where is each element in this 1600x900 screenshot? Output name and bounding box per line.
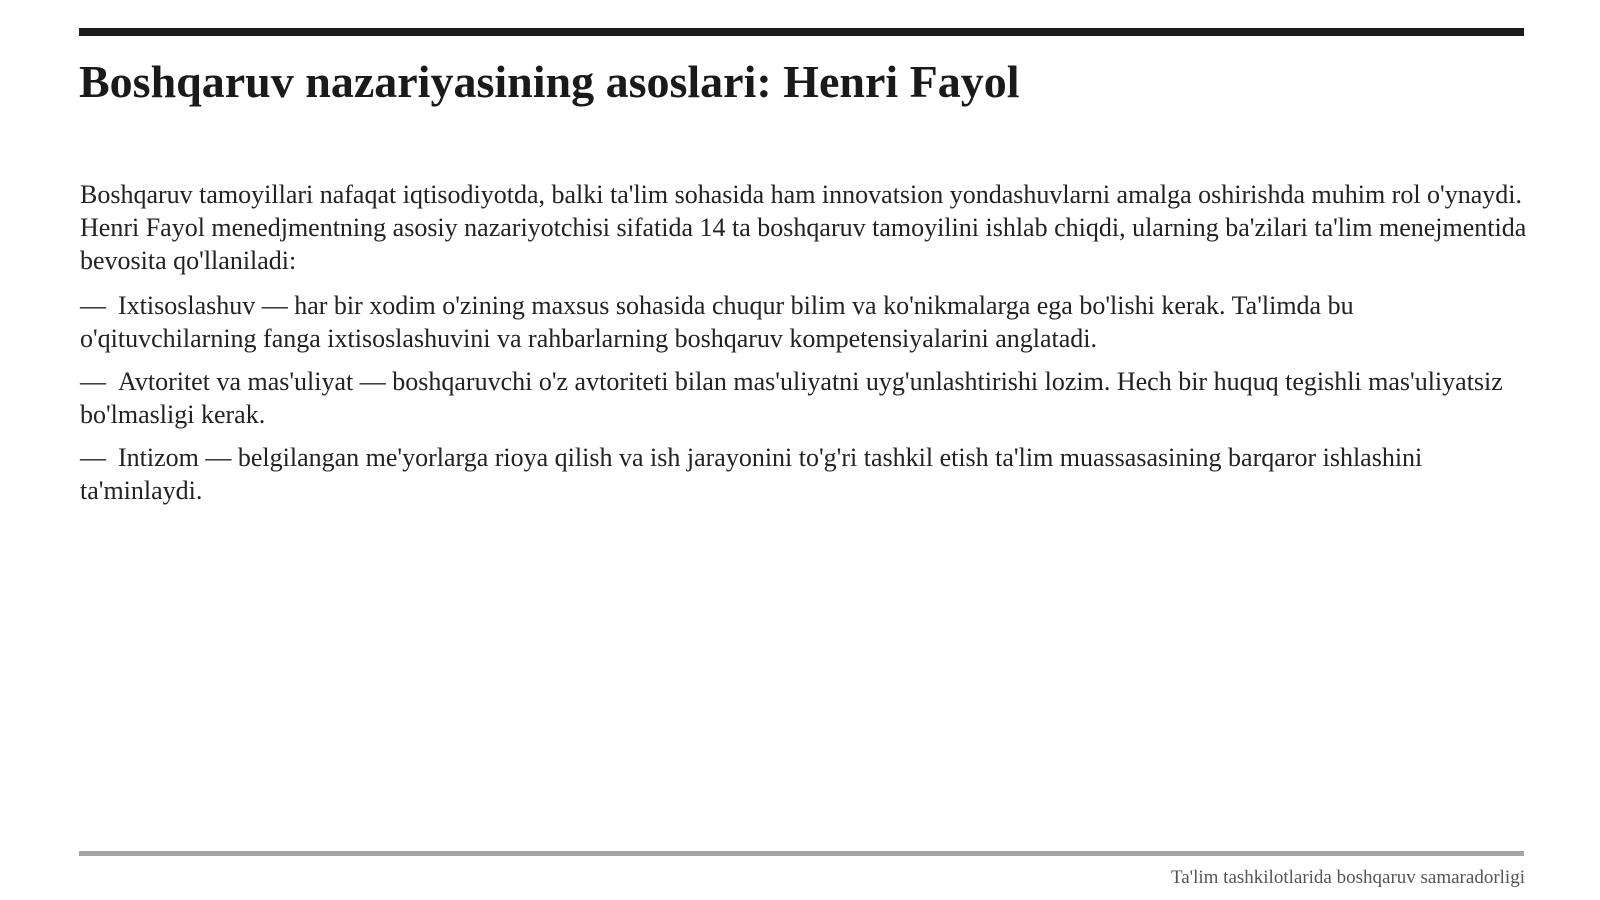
top-divider bbox=[79, 28, 1524, 36]
intro-paragraph: Boshqaruv tamoyillari nafaqat iqtisodiyotda, balki ta'lim sohasida ham innovatsion yondashuvlarni amalga oshirishda muhim rol o'ynaydi. Henri Fayol menedjmentning asosiy nazariyotchisi sifatida 14 ta boshqaruv tamoyilini ishlab chiqdi, ularning ba'zilari ta'lim menejmentida bevosita qo'llaniladi: bbox=[80, 180, 1527, 275]
dash-bullet-icon: — bbox=[80, 367, 106, 396]
bullet-text: Ixtisoslashuv — har bir xodim o'zining maxsus sohasida chuqur bilim va ko'nikmalarga ega bo'lishi kerak. Ta'limda bu o'qituvchilarning fanga ixtisoslashuvini va rahbarlarning boshqaruv kompetensiyalarini anglatadi. bbox=[80, 291, 1354, 353]
bullet-item-specialization bbox=[80, 289, 1528, 355]
bullet-item-authority bbox=[80, 365, 1528, 431]
bullet-text: Avtoritet va mas'uliyat — boshqaruvchi o'z avtoriteti bilan mas'uliyatni uyg'unlashtirishi lozim. Hech bir huquq tegishli mas'uliyatsiz bo'lmasligi kerak. bbox=[80, 367, 1503, 429]
dash-bullet-icon: — bbox=[80, 443, 106, 472]
dash-bullet-icon: — bbox=[80, 291, 106, 320]
slide-title: Boshqaruv nazariyasining asoslari: Henri Fayol bbox=[79, 56, 1020, 107]
slide-body bbox=[80, 178, 1528, 517]
footer-text: Ta'lim tashkilotlarida boshqaruv samaradorligi bbox=[1170, 867, 1525, 888]
bullet-item-discipline bbox=[80, 441, 1528, 507]
bullet-text: Intizom — belgilangan me'yorlarga rioya qilish va ish jarayonini to'g'ri tashkil etish ta'lim muassasasining barqaror ishlashini ta'minlaydi. bbox=[80, 443, 1423, 505]
bottom-divider bbox=[79, 851, 1524, 856]
